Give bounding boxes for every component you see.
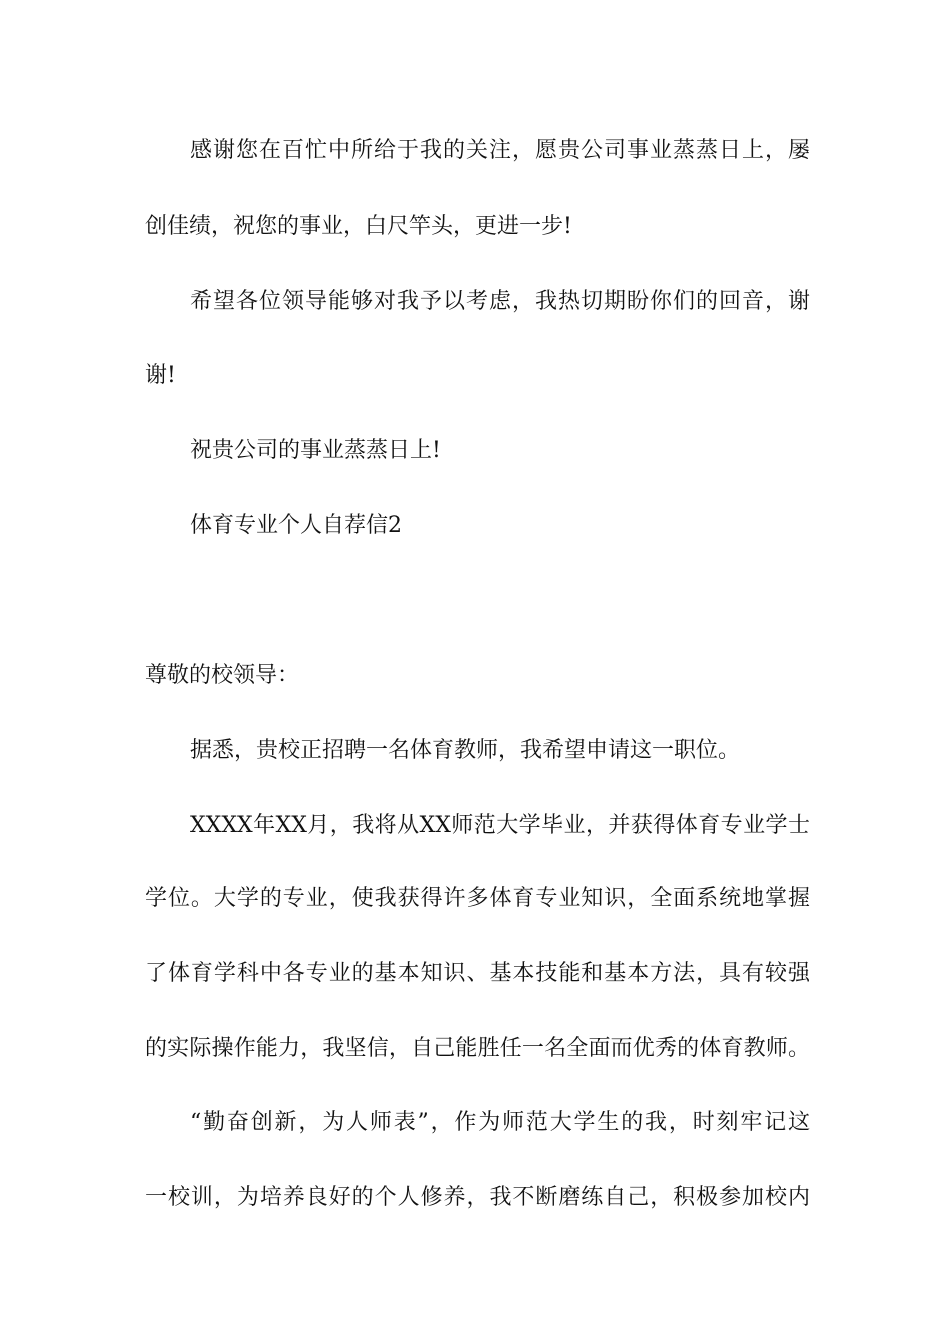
section-title: 体育专业个人自荐信2 — [190, 513, 402, 538]
paragraph-1-line-2: 创佳绩，祝您的事业，白尺竿头，更进一步! — [145, 214, 572, 239]
salutation: 尊敬的校领导： — [145, 663, 300, 688]
paragraph-3: 祝贵公司的事业蒸蒸日上! — [190, 438, 441, 463]
paragraph-5-line-2: 学位。大学的专业，使我获得许多体育专业知识，全面系统地掌握 — [145, 886, 810, 911]
paragraph-5-line-1: XXXX年XX月，我将从XX师范大学毕业，并获得体育专业学士 — [190, 813, 810, 838]
paragraph-2-line-1: 希望各位领导能够对我予以考虑，我热切期盼你们的回音，谢 — [190, 289, 810, 314]
paragraph-5-line-4: 的实际操作能力，我坚信，自己能胜任一名全面而优秀的体育教师。 — [145, 1036, 810, 1061]
paragraph-2-line-2: 谢! — [145, 363, 176, 388]
paragraph-1-line-1: 感谢您在百忙中所给于我的关注，愿贵公司事业蒸蒸日上，屡 — [190, 138, 810, 163]
paragraph-6-line-1: “勤奋创新，为人师表”，作为师范大学生的我，时刻牢记这 — [190, 1110, 810, 1135]
paragraph-6-line-2: 一校训，为培养良好的个人修养，我不断磨练自己，积极参加校内 — [145, 1185, 810, 1210]
paragraph-5-line-3: 了体育学科中各专业的基本知识、基本技能和基本方法，具有较强 — [145, 961, 810, 986]
paragraph-4: 据悉，贵校正招聘一名体育教师，我希望申请这一职位。 — [190, 738, 741, 763]
